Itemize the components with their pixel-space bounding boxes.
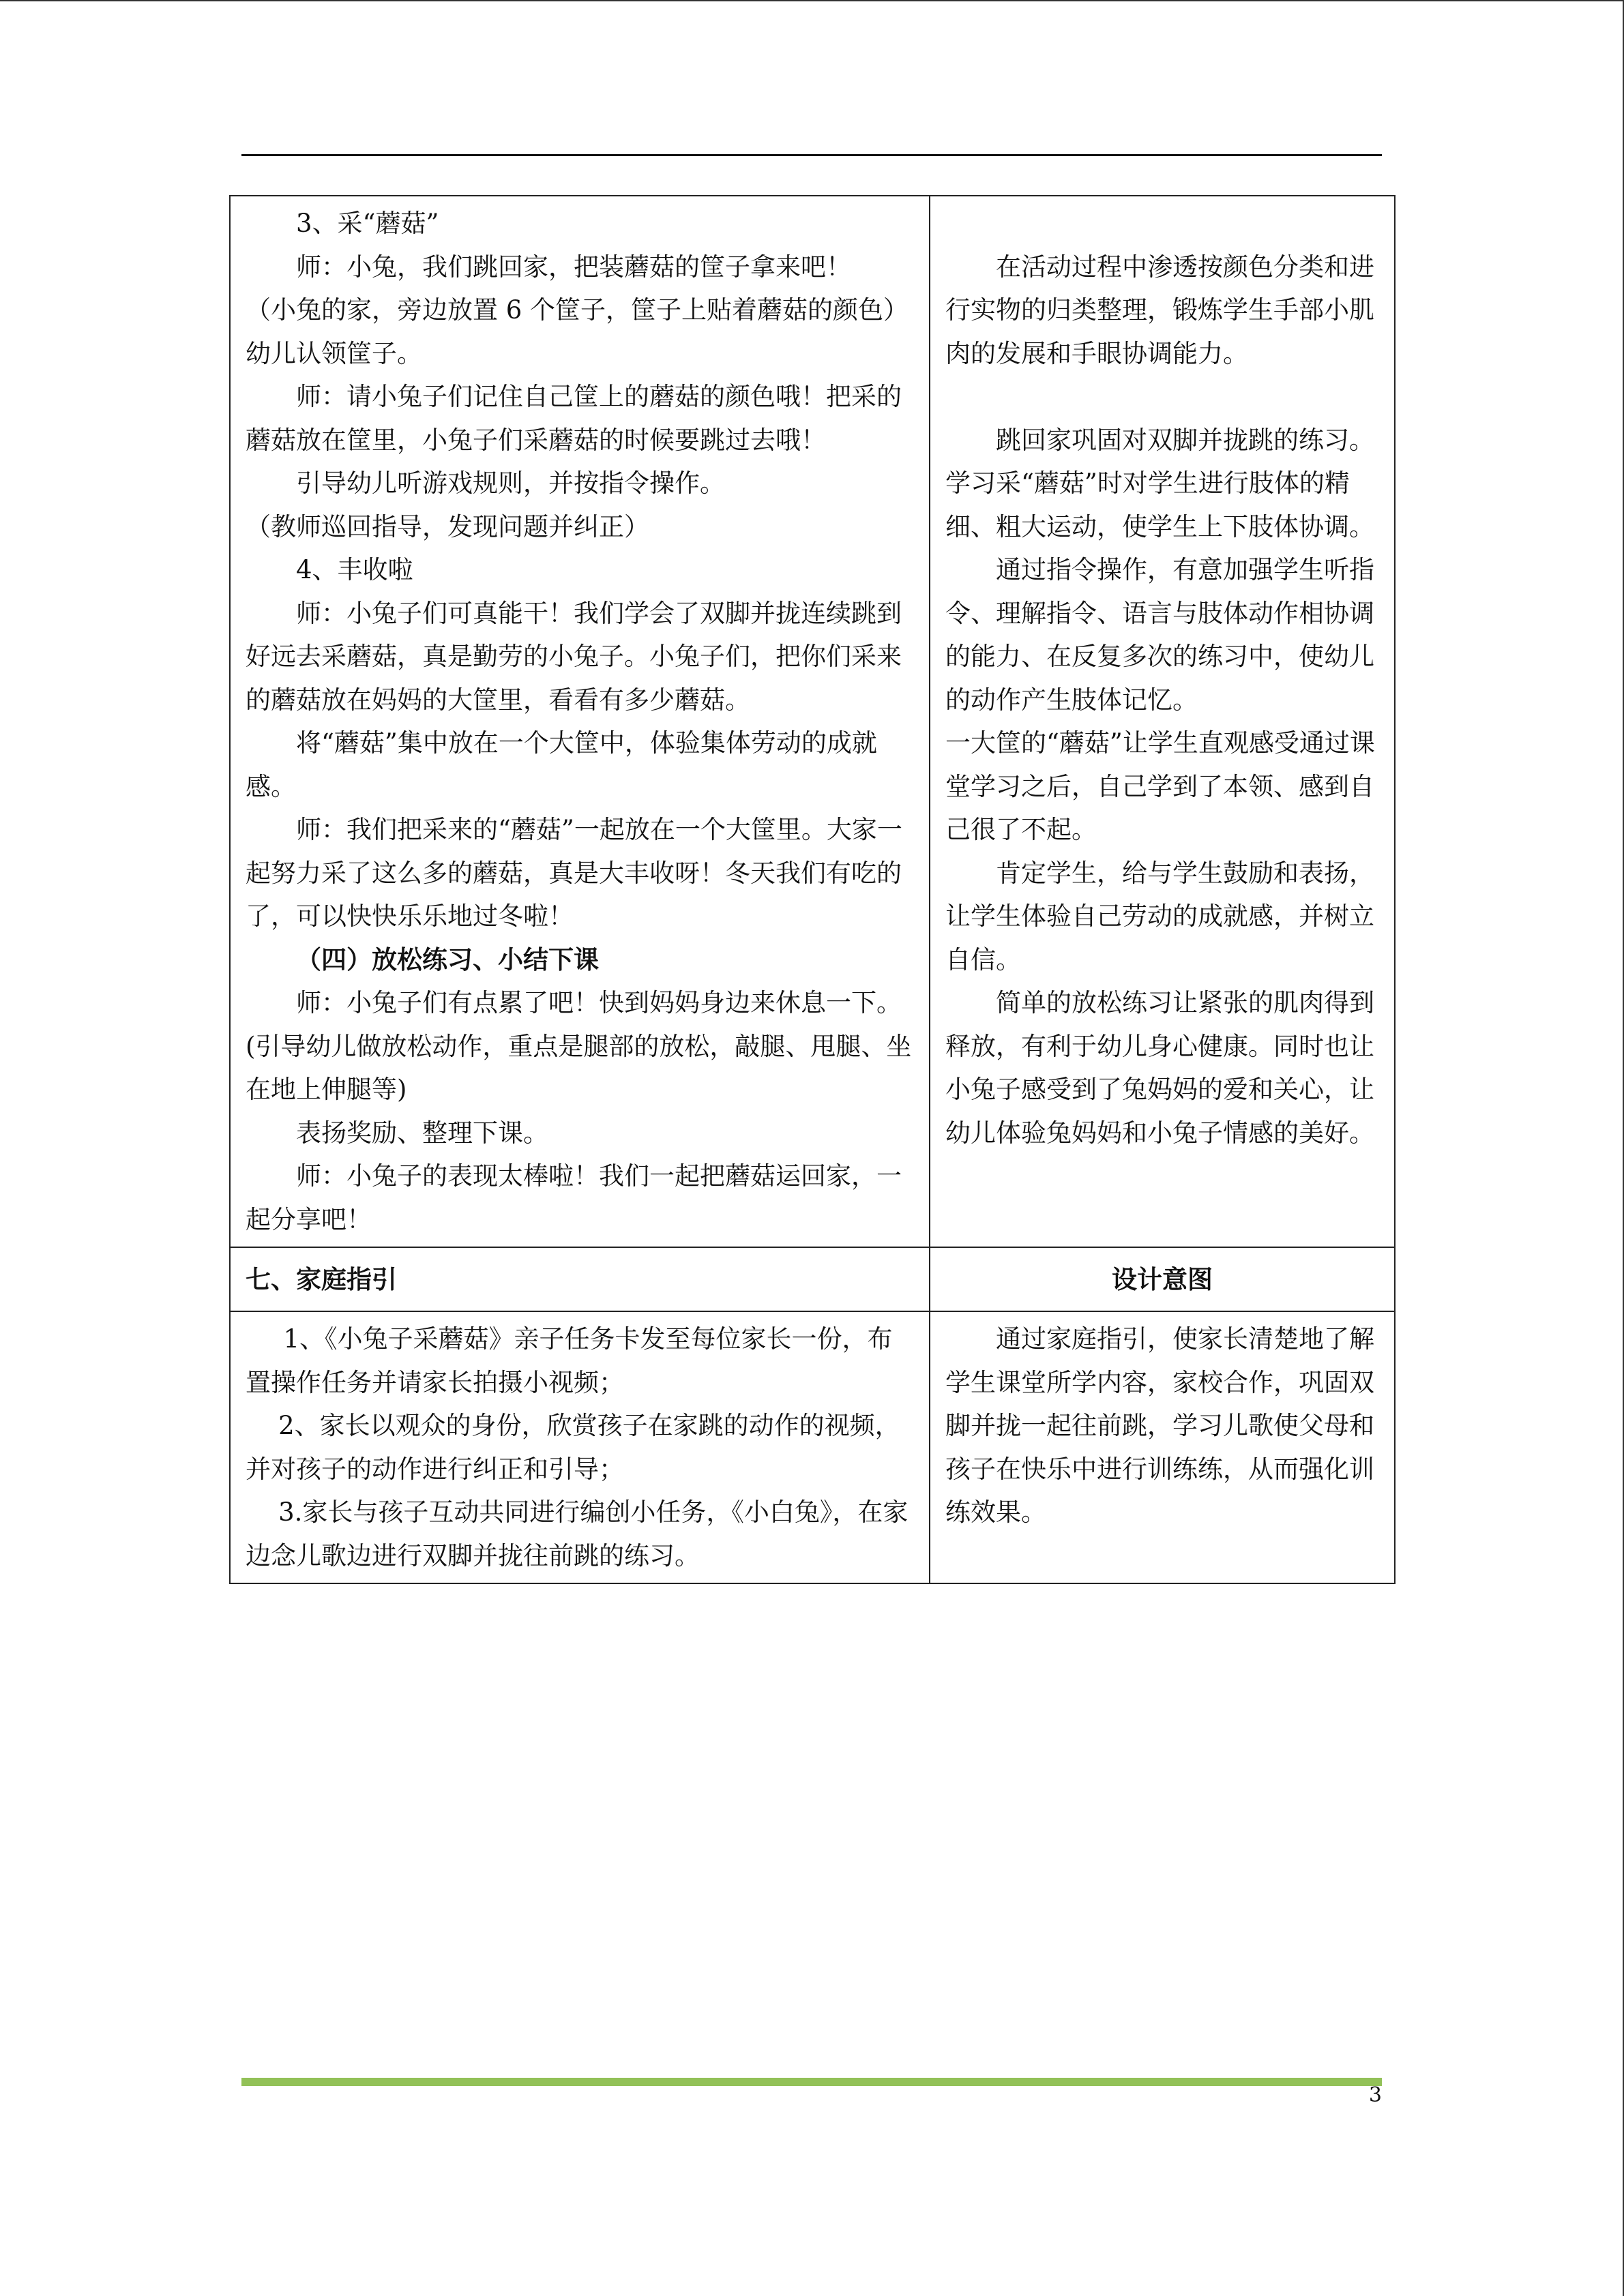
- intent-paragraph: 通过指令操作，有意加强学生听指令、理解指令、语言与肢体动作相协调的能力、在反复多次的练习中，使幼儿的动作产生肢体记忆。: [945, 555, 1374, 715]
- intent-paragraph: 一大筐的“蘑菇”让学生直观感受通过课堂学习之后，自己学到了本领、感到自己很了不起。: [945, 728, 1375, 844]
- intent-paragraph: 通过家庭指引，使家长清楚地了解学生课堂所学内容，家校合作，巩固双脚并拢一起往前跳，学习儿歌使父母和孩子在快乐中进行训练练，从而强化训练效果。: [945, 1324, 1374, 1527]
- intent-paragraph: 肯定学生，给与学生鼓励和表扬，让学生体验自己劳动的成就感，并树立自信。: [945, 858, 1374, 974]
- teacher-line: 师：小兔，我们跳回家，把装蘑菇的筐子拿来吧！: [296, 252, 851, 282]
- guidance-item: 2、家长以观众的身份，欣赏孩子在家跳的动作的视频，并对孩子的动作进行纠正和引导；: [246, 1411, 900, 1484]
- guidance-item: 3.家长与孩子互动共同进行编创小任务，《小白兔》，在家边念儿歌边进行双脚并拢往前跳的练习。: [246, 1497, 909, 1570]
- step-heading: 4、丰收啦: [296, 555, 413, 584]
- teacher-line: 师：请小兔子们记住自己筐上的蘑菇的颜色哦！把采的蘑菇放在筐里，小兔子们采蘑菇的时候要跳过去哦！: [246, 382, 902, 455]
- step-heading: 3、采“蘑菇”: [296, 209, 439, 238]
- spacer: [945, 375, 1381, 419]
- teacher-line: 师：小兔子们有点累了吧！快到妈妈身边来休息一下。(引导幼儿做放松动作，重点是腿部的放松，敲腿、甩腿、坐在地上伸腿等): [246, 988, 912, 1104]
- home-guidance-cell: [230, 1311, 930, 1583]
- home-guidance-heading: 七、家庭指引: [230, 1247, 930, 1311]
- intent-paragraph: 跳回家巩固对双脚并拢跳的练习。学习采“蘑菇”时对学生进行肢体的精细、粗大运动，使学生上下肢体协调。: [945, 425, 1374, 541]
- intent-paragraph: 简单的放松练习让紧张的肌肉得到释放，有利于幼儿身心健康。同时也让小兔子感受到了兔妈妈的爱和关心，让幼儿体验兔妈妈和小兔子情感的美好。: [945, 988, 1374, 1148]
- teacher-line: 师：小兔子们可真能干！我们学会了双脚并拢连续跳到好远去采蘑菇，真是勤劳的小兔子。小兔子们，把你们采来的蘑菇放在妈妈的大筐里，看看有多少蘑菇。: [246, 598, 902, 715]
- home-guidance-header-row: [230, 1247, 1395, 1311]
- home-intent-cell: [930, 1311, 1395, 1583]
- teacher-line: 师：我们把采来的“蘑菇”一起放在一个大筐里。大家一起努力采了这么多的蘑菇，真是大丰收呀！冬天我们有吃的了，可以快快乐乐地过冬啦！: [246, 815, 902, 931]
- design-intent-heading: 设计意图: [930, 1247, 1395, 1311]
- teacher-line: 师：小兔子的表现太棒啦！我们一起把蘑菇运回家，一起分享吧！: [246, 1161, 902, 1234]
- page-number: 3: [1368, 2083, 1382, 2107]
- intent-paragraph: 在活动过程中渗透按颜色分类和进行实物的归类整理，锻炼学生手部小肌肉的发展和手眼协调能力。: [945, 252, 1374, 368]
- instruction-line: 表扬奖励、整理下课。: [296, 1118, 548, 1148]
- activity-process-cell: [230, 196, 930, 1247]
- stage-note: （教师巡回指导，发现问题并纠正）: [246, 511, 649, 541]
- instruction-line: 将“蘑菇”集中放在一个大筐中，体验集体劳动的成就感。: [246, 728, 877, 801]
- activity-row: [230, 196, 1395, 1247]
- header-rule: [241, 154, 1382, 156]
- spacer: [945, 202, 1381, 245]
- home-guidance-row: [230, 1311, 1395, 1583]
- design-intent-cell: [930, 196, 1395, 1247]
- stage-note: （小兔的家，旁边放置 6 个筐子，筐子上贴着蘑菇的颜色）幼儿认领筐子。: [246, 295, 909, 368]
- footer-bar: [241, 2078, 1382, 2086]
- instruction-line: 引导幼儿听游戏规则，并按指令操作。: [296, 468, 725, 498]
- section-heading: （四）放松练习、小结下课: [296, 944, 599, 974]
- guidance-item: 1、《小兔子采蘑菇》亲子任务卡发至每位家长一份，布置操作任务并请家长拍摄小视频；: [246, 1324, 893, 1397]
- lesson-plan-table: [229, 195, 1396, 1584]
